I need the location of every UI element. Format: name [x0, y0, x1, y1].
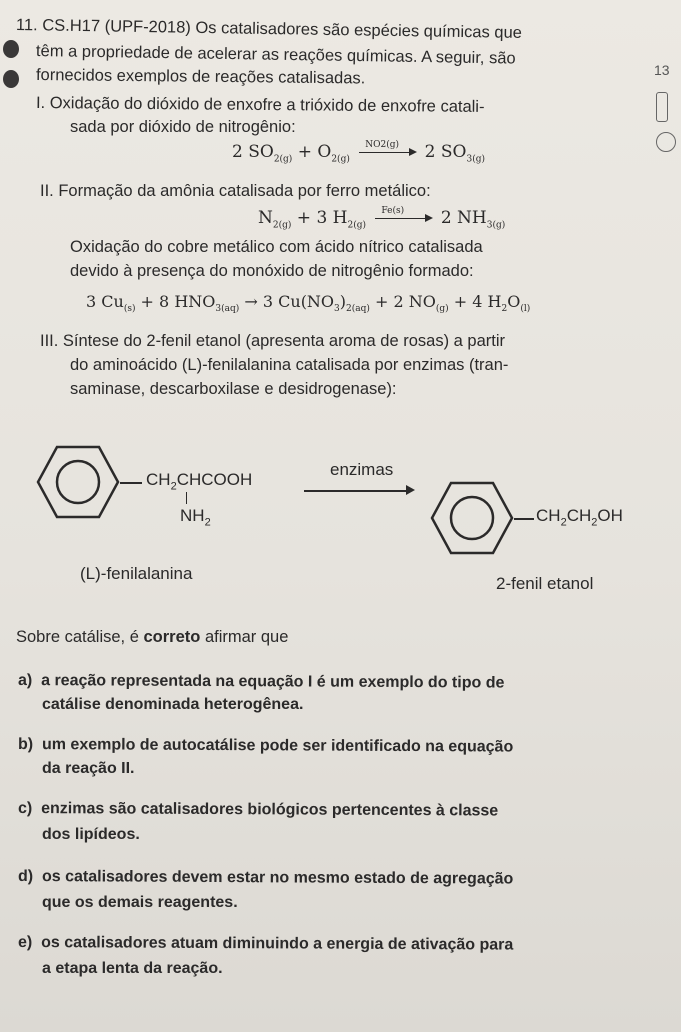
eq2-sub: 3(g): [486, 220, 506, 231]
reaction-arrow: [304, 490, 408, 492]
substituent-nh: NH: [180, 506, 205, 525]
eq1-reactant-so2: 2 SO: [232, 142, 274, 162]
reactant-chain-ch: CH: [146, 470, 171, 489]
eq2-reactant-n2: N: [258, 208, 273, 228]
option-letter: a): [17, 672, 33, 690]
product-chain-sub: 2: [560, 516, 567, 529]
eq3-h2o: + 4 H: [448, 292, 502, 311]
option-text: um exemplo de autocatálise pode ser identificado na equação: [41, 736, 514, 756]
eq3-sub: 2(aq): [346, 304, 370, 315]
product-bond: [514, 518, 534, 520]
bookmark-dot-icon: [3, 40, 19, 58]
margin-tab-icon: [656, 92, 668, 122]
product-chain: [536, 506, 623, 528]
option-letter: b): [17, 736, 34, 754]
product-chain-sub: 2: [591, 516, 598, 529]
equation-3: [86, 292, 530, 314]
product-chain-oh: OH: [597, 506, 623, 525]
option-text: enzimas são catalisadores biológicos pertencentes à classe: [41, 800, 499, 820]
option-letter: d): [17, 868, 34, 886]
substituent-nh2: [180, 506, 211, 528]
eq2-sub: 2(g): [272, 220, 292, 231]
intro-line-2: têm a propriedade de acelerar as reações químicas. A seguir, são: [35, 42, 516, 68]
prompt-text-before: Sobre catálise, é: [16, 628, 144, 646]
eq1-reactant-o2: + O: [292, 142, 332, 162]
question-prompt: [16, 628, 288, 647]
option-letter: c): [17, 800, 33, 818]
eq2-reactant-h2: + 3 H: [291, 208, 348, 228]
option-d-line-2: que os demais reagentes.: [42, 894, 238, 911]
reactant-chain: [146, 470, 252, 492]
eq3-hno3: + 8 HNO: [135, 292, 216, 311]
option-d[interactable]: [18, 868, 513, 889]
item-3-line-1: III. Síntese do 2-fenil etanol (apresenta aroma de rosas) a partir: [40, 332, 505, 350]
reaction-arrow-label: enzimas: [330, 460, 394, 479]
eq3-sub: (s): [123, 304, 136, 315]
margin-circle-icon: [656, 132, 676, 152]
item-3-line-2: do aminoácido (L)-fenilalanina catalisada por enzimas (tran-: [70, 356, 509, 374]
eq3-no: + 2 NO: [369, 292, 436, 311]
product-name: 2-fenil etanol: [496, 574, 594, 593]
option-text: a reação representada na equação I é um exemplo do tipo de: [41, 672, 505, 692]
option-e[interactable]: [18, 934, 513, 955]
reactant-bond: [120, 482, 142, 484]
eq1-product-so3: 2 SO: [424, 142, 467, 162]
eq1-sub: 3(g): [466, 154, 485, 165]
item-2b-line-1: Oxidação do cobre metálico com ácido nítrico catalisada: [70, 238, 483, 256]
reactant-chain-sub: 2: [170, 480, 177, 493]
reactant-chain-rest: CHCOOH: [176, 470, 253, 489]
reaction-arrow-head-icon: [406, 485, 415, 495]
prompt-text-bold: correto: [143, 628, 201, 646]
option-e-line-2: a etapa lenta da reação.: [42, 960, 223, 977]
benzene-ring-reactant-icon: [36, 444, 120, 520]
bookmark-dot-icon: [3, 70, 19, 88]
eq3-o: O: [507, 292, 521, 311]
product-chain-ch: CH: [536, 506, 561, 525]
eq3-sub: 3: [334, 304, 340, 315]
item-3-line-3: saminase, descarboxilase e desidrogenase):: [70, 380, 397, 398]
item-2b-line-2: devido à presença do monóxido de nitrogênio formado:: [70, 262, 474, 280]
eq3-arrow: →: [244, 292, 258, 311]
option-text: os catalisadores devem estar no mesmo estado de agregação: [41, 868, 514, 888]
equation-1: [232, 142, 485, 164]
option-c[interactable]: [18, 800, 498, 821]
eq2-product-nh3: 2 NH: [440, 208, 487, 228]
eq3-sub: 2: [501, 304, 508, 315]
eq3-cuno3: 3 Cu(NO: [262, 292, 335, 311]
eq2-arrow: [375, 206, 431, 219]
item-2-line-1: II. Formação da amônia catalisada por ferro metálico:: [40, 182, 431, 200]
item-1-line-2: sada por dióxido de nitrogênio:: [70, 118, 296, 136]
eq3-paren: ): [339, 292, 347, 311]
eq2-sub: 2(g): [347, 220, 367, 231]
eq3-sub: (l): [520, 304, 531, 315]
substituent-sub: 2: [204, 516, 211, 529]
eq3-cu: 3 Cu: [86, 292, 124, 311]
eq1-sub: 2(g): [331, 154, 350, 165]
equation-2: [258, 208, 505, 230]
eq3-sub: 3(aq): [215, 304, 240, 315]
eq1-sub: 2(g): [273, 154, 293, 165]
benzene-ring-product-icon: [430, 480, 514, 556]
substituent-bond: [186, 492, 187, 504]
product-chain-ch2: CH: [566, 506, 592, 525]
eq1-catalyst: NO2(g): [365, 140, 400, 150]
reactant-name: (L)-fenilalanina: [80, 564, 193, 583]
option-b[interactable]: [18, 736, 513, 757]
eq2-catalyst: Fe(s): [381, 206, 405, 216]
intro-line-3: fornecidos exemplos de reações catalisadas.: [35, 66, 366, 88]
option-letter: e): [17, 934, 33, 952]
eq1-arrow: [359, 140, 415, 153]
item-1-line-1: I. Oxidação do dióxido de enxofre a trióxido de enxofre catali-: [35, 94, 485, 116]
option-b-line-2: da reação II.: [42, 760, 135, 777]
question-header: 11. CS.H17 (UPF-2018) Os catalisadores são espécies químicas que: [15, 16, 523, 42]
option-text: os catalisadores atuam diminuindo a energia de ativação para: [41, 934, 514, 954]
option-c-line-2: dos lipídeos.: [42, 826, 140, 843]
option-a-line-2: catálise denominada heterogênea.: [42, 696, 304, 713]
eq3-sub: (g): [435, 304, 449, 315]
prompt-text-after: afirmar que: [200, 628, 289, 646]
option-a[interactable]: [18, 672, 504, 693]
margin-page-number: 13: [654, 62, 670, 78]
